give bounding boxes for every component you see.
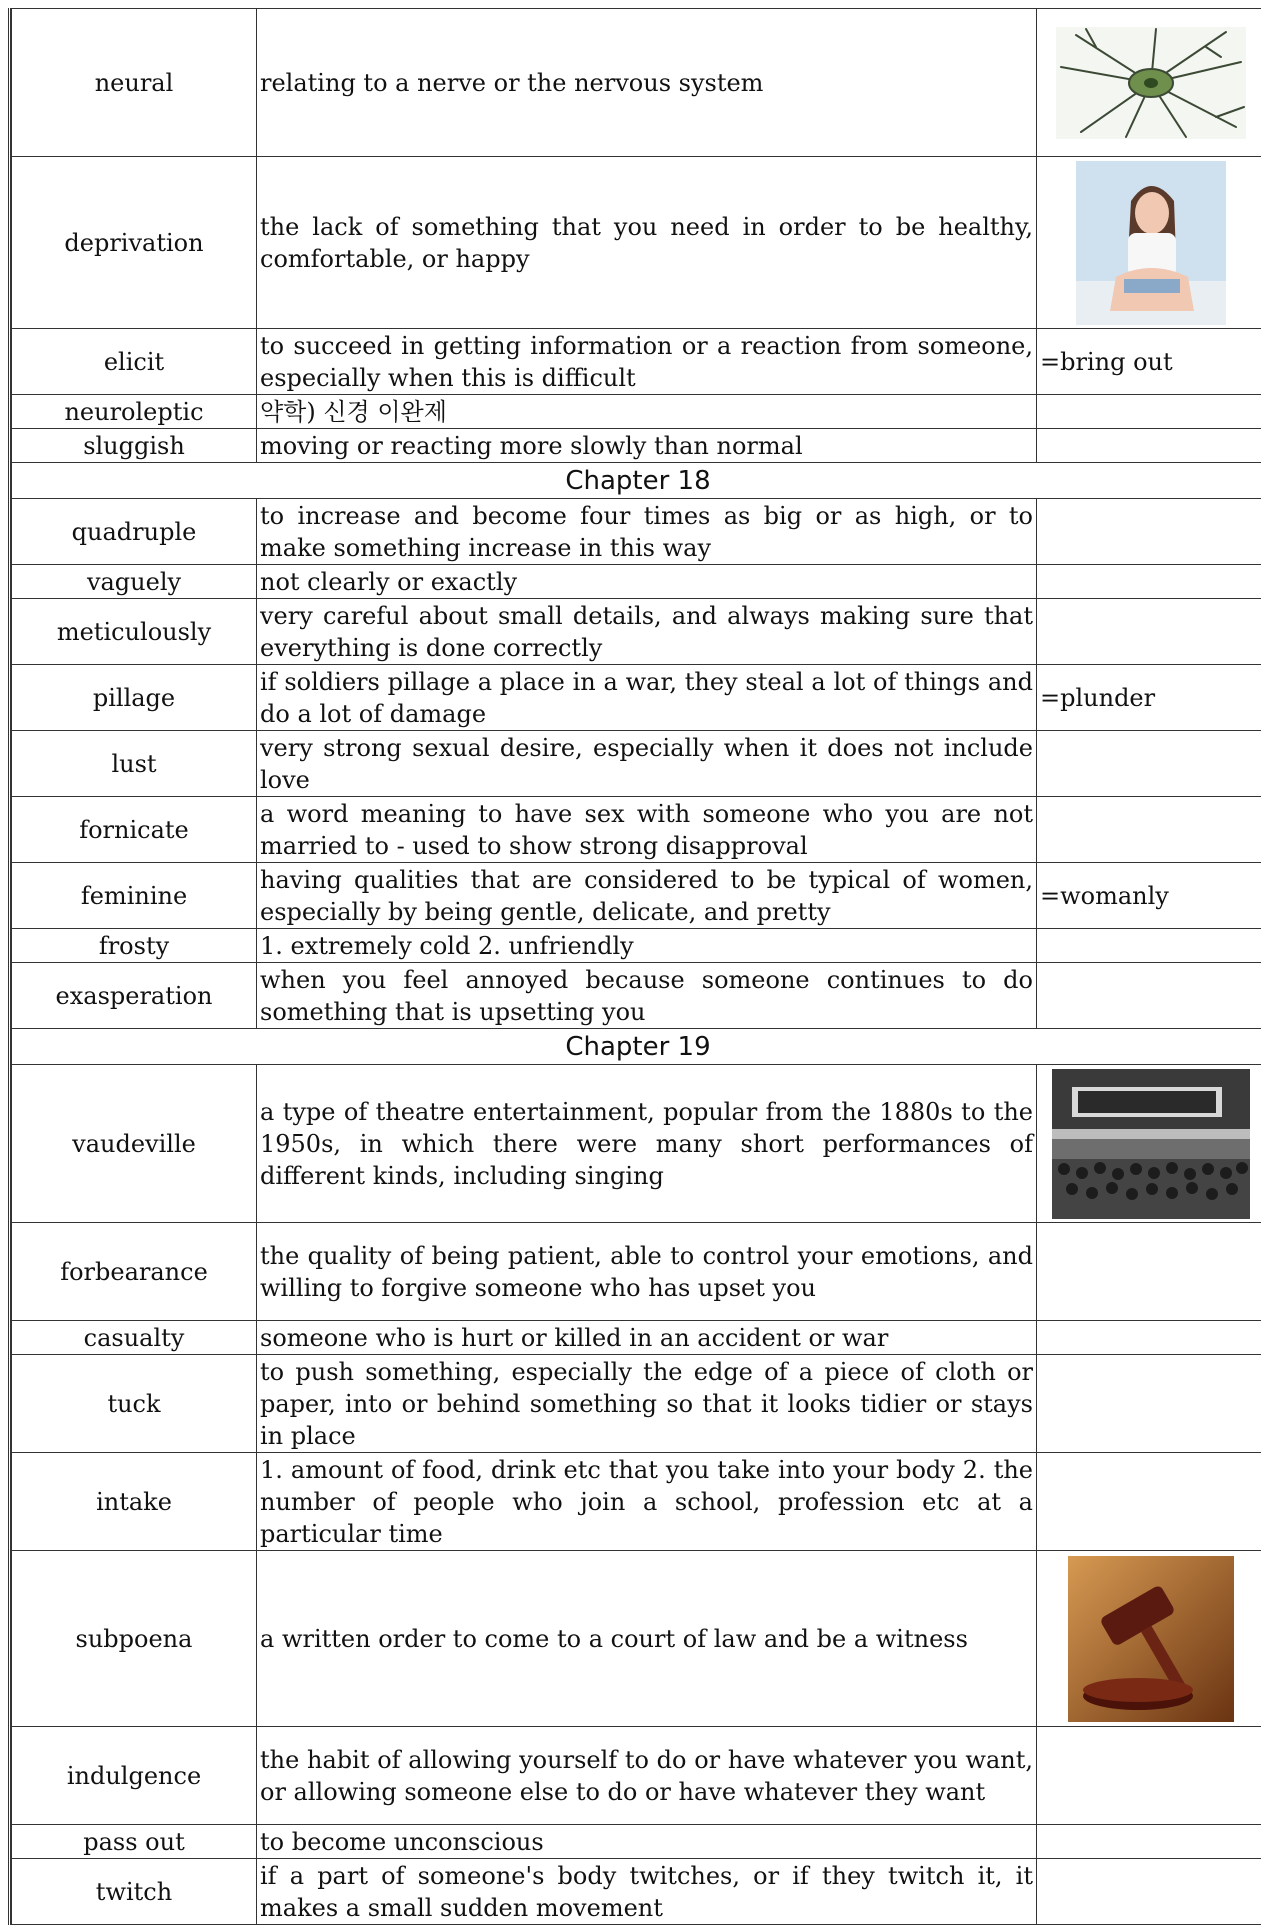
vocab-definition: a type of theatre entertainment, popular from the 1880s to the 1950s, in which there were many short performances of different kinds, including singing	[257, 1065, 1037, 1223]
vocabulary-sheet	[8, 8, 1261, 1925]
vocab-word: indulgence	[12, 1727, 257, 1825]
vocab-row	[12, 863, 1261, 929]
chapter-heading-row	[12, 463, 1261, 499]
vocab-illustration-cell	[1037, 1551, 1261, 1727]
vocab-definition: 1. amount of food, drink etc that you take into your body 2. the number of people who join a school, profession etc at a particular time	[257, 1453, 1037, 1551]
vocab-definition: to increase and become four times as big or as high, or to make something increase in this way	[257, 499, 1037, 565]
vocab-definition: someone who is hurt or killed in an accident or war	[257, 1321, 1037, 1355]
vocab-row	[12, 963, 1261, 1029]
vocab-word: lust	[12, 731, 257, 797]
vocab-illustration-cell	[1037, 1065, 1261, 1223]
vocab-definition: a written order to come to a court of law and be a witness	[257, 1551, 1037, 1727]
vocab-word: exasperation	[12, 963, 257, 1029]
vocab-definition: if a part of someone's body twitches, or if they twitch it, it makes a small sudden movement	[257, 1859, 1037, 1925]
vocab-word: twitch	[12, 1859, 257, 1925]
vocab-word: tuck	[12, 1355, 257, 1453]
gavel-image	[1068, 1556, 1234, 1722]
vocab-definition: having qualities that are considered to be typical of women, especially by being gentle, delicate, and pretty	[257, 863, 1037, 929]
vocab-synonym	[1037, 429, 1261, 463]
vocab-synonym	[1037, 1727, 1261, 1825]
vocab-row	[12, 1321, 1261, 1355]
chapter-heading-row	[12, 1029, 1261, 1065]
vocab-row	[12, 1223, 1261, 1321]
vocab-row	[12, 395, 1261, 429]
vocab-synonym: =plunder	[1037, 665, 1261, 731]
vocab-synonym	[1037, 731, 1261, 797]
vocab-row	[12, 329, 1261, 395]
vocab-definition: very careful about small details, and always making sure that everything is done correctly	[257, 599, 1037, 665]
vocab-illustration-cell	[1037, 9, 1261, 157]
vocab-synonym: =bring out	[1037, 329, 1261, 395]
vocab-row	[12, 1825, 1261, 1859]
vocab-row	[12, 1551, 1261, 1727]
vocab-synonym	[1037, 1321, 1261, 1355]
vocab-row	[12, 665, 1261, 731]
vocab-synonym	[1037, 929, 1261, 963]
vocab-word: forbearance	[12, 1223, 257, 1321]
vocab-row	[12, 599, 1261, 665]
vocab-row	[12, 1065, 1261, 1223]
vocab-word: vaudeville	[12, 1065, 257, 1223]
vocab-row	[12, 157, 1261, 329]
vocab-synonym	[1037, 1453, 1261, 1551]
vocab-row	[12, 929, 1261, 963]
vocab-illustration-cell	[1037, 157, 1261, 329]
vocab-word: vaguely	[12, 565, 257, 599]
vocab-synonym	[1037, 963, 1261, 1029]
vocab-word: sluggish	[12, 429, 257, 463]
vocab-word: casualty	[12, 1321, 257, 1355]
chapter-title: Chapter 18	[12, 463, 1261, 499]
vocab-row	[12, 9, 1261, 157]
vocab-definition: relating to a nerve or the nervous system	[257, 9, 1037, 157]
vocab-definition: very strong sexual desire, especially when it does not include love	[257, 731, 1037, 797]
vocab-word: pass out	[12, 1825, 257, 1859]
vocab-word: frosty	[12, 929, 257, 963]
vocab-definition: moving or reacting more slowly than normal	[257, 429, 1037, 463]
vocab-word: neuroleptic	[12, 395, 257, 429]
vocab-definition: a word meaning to have sex with someone who you are not married to - used to show strong disapproval	[257, 797, 1037, 863]
vocab-row	[12, 429, 1261, 463]
vocab-word: deprivation	[12, 157, 257, 329]
vocab-definition: not clearly or exactly	[257, 565, 1037, 599]
theatre-image	[1052, 1069, 1250, 1219]
vocab-synonym	[1037, 499, 1261, 565]
vocab-word: meticulously	[12, 599, 257, 665]
vocab-synonym	[1037, 797, 1261, 863]
vocab-word: quadruple	[12, 499, 257, 565]
vocab-definition: to become unconscious	[257, 1825, 1037, 1859]
vocab-definition: 1. extremely cold 2. unfriendly	[257, 929, 1037, 963]
vocab-synonym: =womanly	[1037, 863, 1261, 929]
vocab-row	[12, 1453, 1261, 1551]
vocab-row	[12, 565, 1261, 599]
vocab-definition: the lack of something that you need in order to be healthy, comfortable, or happy	[257, 157, 1037, 329]
vocab-definition: if soldiers pillage a place in a war, they steal a lot of things and do a lot of damage	[257, 665, 1037, 731]
chapter-title: Chapter 19	[12, 1029, 1261, 1065]
vocab-synonym	[1037, 599, 1261, 665]
vocab-synonym	[1037, 1859, 1261, 1925]
vocab-row	[12, 499, 1261, 565]
vocab-definition: to push something, especially the edge of a piece of cloth or paper, into or behind something so that it looks tidier or stays in place	[257, 1355, 1037, 1453]
vocab-row	[12, 1859, 1261, 1925]
vocab-word: intake	[12, 1453, 257, 1551]
vocab-synonym	[1037, 1223, 1261, 1321]
vocab-row	[12, 1355, 1261, 1453]
vocab-synonym	[1037, 1825, 1261, 1859]
vocab-word: pillage	[12, 665, 257, 731]
vocab-synonym	[1037, 565, 1261, 599]
vocab-row	[12, 1727, 1261, 1825]
neuron-image	[1056, 27, 1246, 139]
vocab-definition: when you feel annoyed because someone continues to do something that is upsetting you	[257, 963, 1037, 1029]
vocab-definition: to succeed in getting information or a reaction from someone, especially when this is difficult	[257, 329, 1037, 395]
vocab-word: feminine	[12, 863, 257, 929]
vocab-definition: the habit of allowing yourself to do or have whatever you want, or allowing someone else to do or have whatever they want	[257, 1727, 1037, 1825]
vocabulary-table	[11, 8, 1261, 1925]
vocab-definition: 약학) 신경 이완제	[257, 395, 1037, 429]
vocab-word: fornicate	[12, 797, 257, 863]
vocab-synonym	[1037, 1355, 1261, 1453]
vocab-word: subpoena	[12, 1551, 257, 1727]
vocab-definition: the quality of being patient, able to control your emotions, and willing to forgive someone who has upset you	[257, 1223, 1037, 1321]
vocab-row	[12, 731, 1261, 797]
vocab-word: neural	[12, 9, 257, 157]
vocab-row	[12, 797, 1261, 863]
vocab-synonym	[1037, 395, 1261, 429]
vocab-word: elicit	[12, 329, 257, 395]
tired-woman-image	[1076, 161, 1226, 325]
